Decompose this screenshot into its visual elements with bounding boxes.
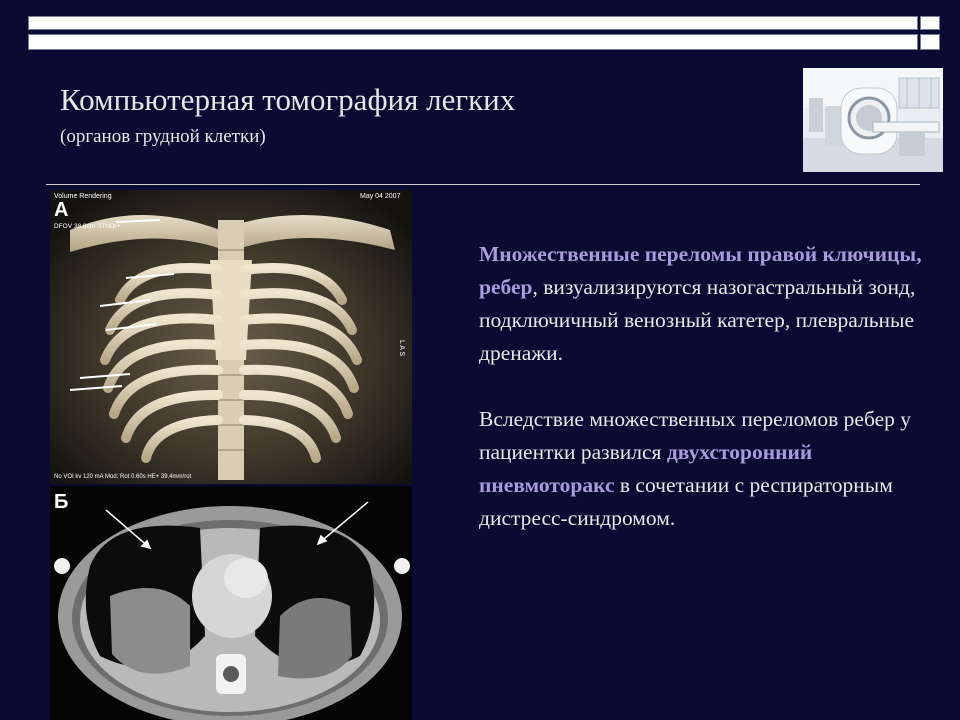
title-divider	[46, 184, 920, 185]
image-a-side-label: L A S	[398, 340, 405, 357]
fractures-rest: , визуализируются назогастральный зонд, подключичный венозный катетер, плевральные дренажи.	[479, 275, 916, 365]
image-a-footer: No VOI kv 120 mA Mod. Rot 0.60s HE+ 39.4mm/rot	[54, 474, 192, 480]
corner-square-upper	[920, 16, 940, 30]
ct-3d-rendering-image	[50, 190, 412, 484]
image-a-scan-info: DFOV 38.8cm STND/+	[54, 223, 121, 230]
image-a-header-left: Volume Rendering	[54, 193, 112, 200]
paragraph-fractures	[479, 238, 929, 370]
ct-scanner-photo	[803, 68, 943, 172]
slide-title: Компьютерная томография легких	[60, 82, 516, 117]
decorative-top-bar	[28, 14, 918, 52]
decorative-corner-squares	[918, 14, 942, 54]
pneumothorax-before: Вследствие множественных переломов ребер у пациентки развился	[479, 407, 912, 464]
image-a-letter: А	[54, 199, 69, 221]
pneumothorax-highlight: двухсторонний пневмоторакс	[479, 440, 813, 497]
slide-subtitle: (органов грудной клетки)	[60, 126, 266, 147]
image-a-header-right: May 04 2007	[360, 193, 401, 200]
fractures-highlight: Множественные переломы правой ключицы, ребер	[479, 242, 922, 299]
top-band-lower	[28, 34, 918, 50]
pneumothorax-after: в сочетании с респираторным дистресс-синдромом.	[479, 473, 893, 530]
corner-square-lower	[920, 34, 940, 50]
paragraph-pneumothorax	[479, 403, 929, 535]
top-band-upper	[28, 16, 918, 30]
description-text	[479, 238, 929, 568]
image-b-letter: Б	[54, 491, 69, 513]
ct-axial-slice-image	[50, 486, 412, 720]
